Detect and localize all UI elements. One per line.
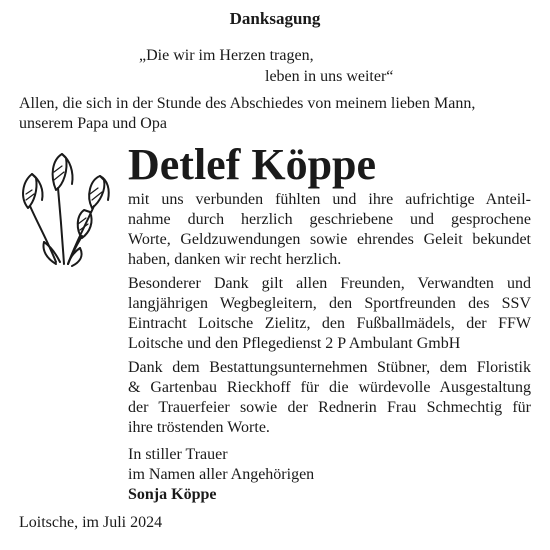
thanks-paragraph xyxy=(128,190,531,270)
intro-line: unserem Papa und Opa xyxy=(19,115,167,132)
quote-line-1: „Die wir im Herzen tragen, xyxy=(139,47,314,64)
paragraph-line: mit uns verbunden fühlten und ihre aufrichtige Anteil- xyxy=(128,191,531,208)
calla-lily-flowers-icon xyxy=(14,150,124,275)
special-thanks-paragraph xyxy=(128,274,531,354)
signature-name: Sonja Köppe xyxy=(128,486,217,503)
intro-line: Allen, die sich in der Stunde des Abschiedes von meinem lieben Mann, xyxy=(19,95,476,112)
notice-title: Danksagung xyxy=(229,9,321,28)
paragraph-line: ihre tröstenden Worte. xyxy=(128,419,270,436)
deceased-name: Detlef Köppe xyxy=(128,140,377,189)
funeral-thanks-paragraph xyxy=(128,358,531,438)
signature-line: In stiller Trauer xyxy=(128,446,228,463)
paragraph-line: Eintracht Loitsche Zielitz, den Fußballmädels, der FFW xyxy=(128,315,531,332)
intro-text xyxy=(19,94,534,134)
paragraph-line: haben, danken wir recht herzlich. xyxy=(128,251,342,268)
paragraph-line: & Gartenbau Rieckhoff für die würdevolle Ausgestaltung xyxy=(128,379,531,396)
signature-block xyxy=(128,445,314,505)
paragraph-line: langjährigen Wegbegleitern, den Sportfreunden des SSV xyxy=(128,295,531,312)
paragraph-line: Worte, Geldzuwendungen sowie ehrendes Geleit bekundet xyxy=(128,231,531,248)
paragraph-line: Dank dem Bestattungsunternehmen Stübner, dem Floristik xyxy=(128,359,531,376)
paragraph-line: Loitsche und den Pflegedienst 2 P Ambulant GmbH xyxy=(128,335,461,352)
signature-line: im Namen aller Angehörigen xyxy=(128,466,315,483)
quote-line-2: leben in uns weiter“ xyxy=(265,68,394,85)
place-date: Loitsche, im Juli 2024 xyxy=(19,514,163,531)
paragraph-line: der Trauerfeier sowie der Rednerin Frau Schmechtig für xyxy=(128,399,531,416)
paragraph-line: Besonderer Dank gilt allen Freunden, Verwandten und xyxy=(128,275,531,292)
paragraph-line: nahme durch herzlich geschriebene und gesprochene xyxy=(128,211,531,228)
